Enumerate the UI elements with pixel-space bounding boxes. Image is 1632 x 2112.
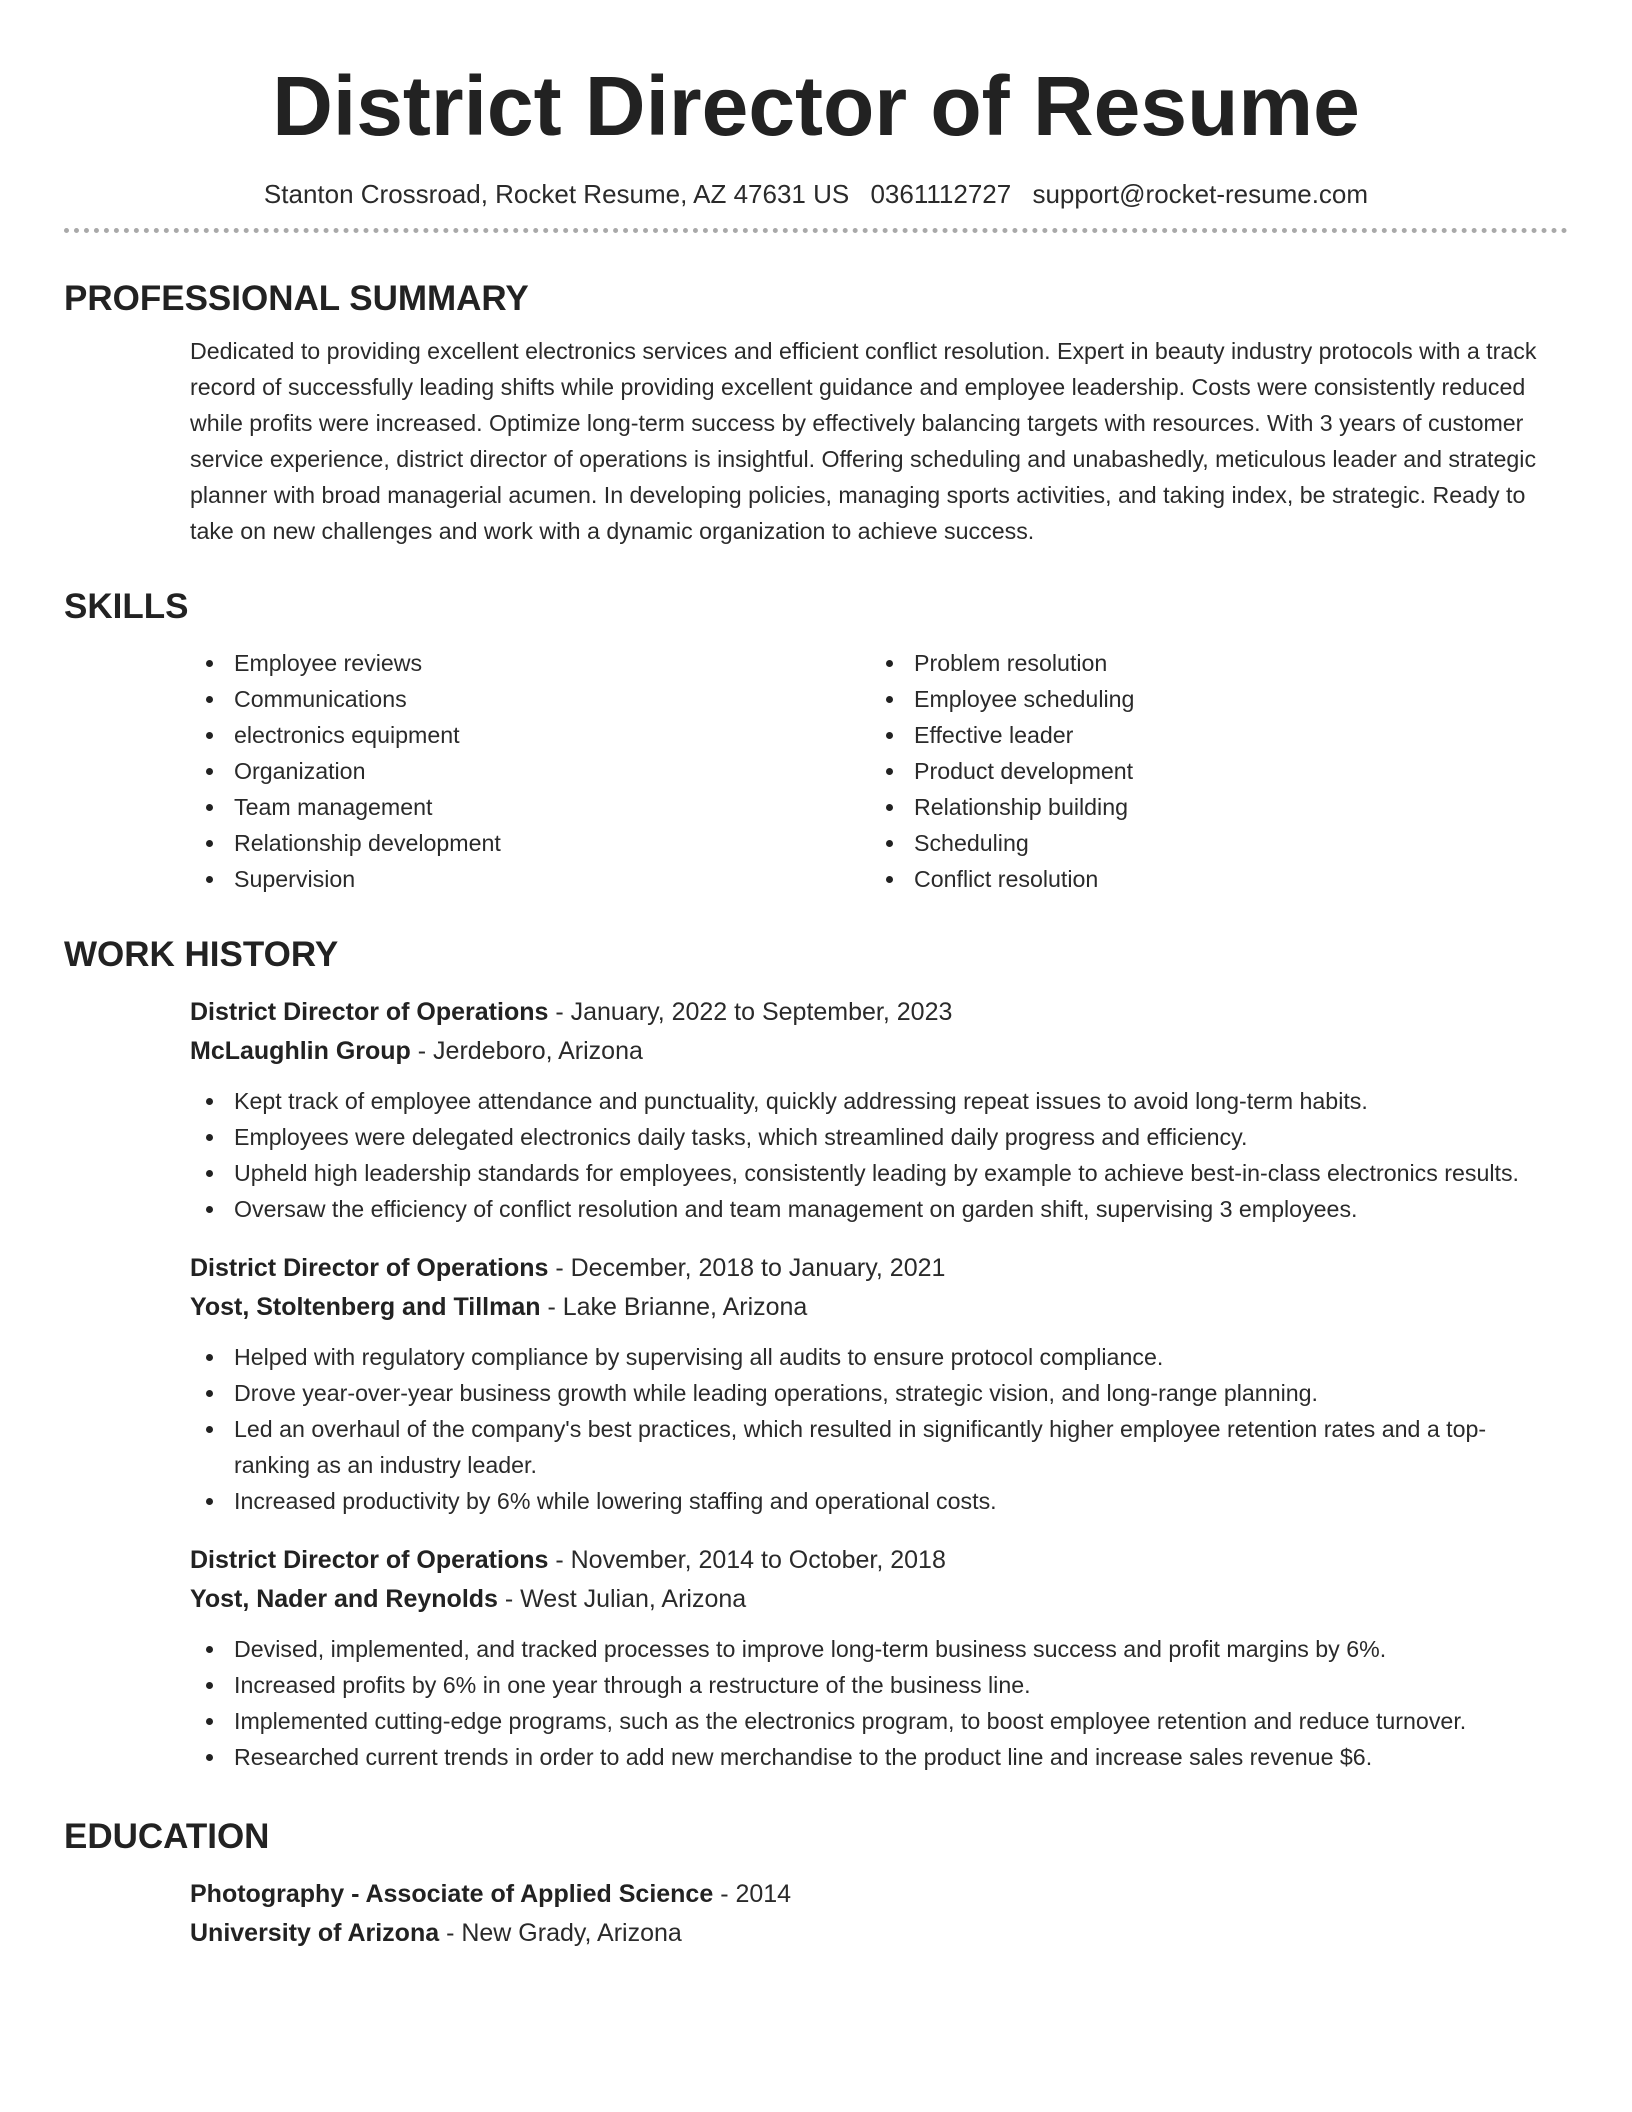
skills-column-left — [190, 645, 870, 897]
skill-item: Team management — [190, 789, 870, 825]
skills-grid — [190, 645, 1558, 897]
job-company: McLaughlin Group — [190, 1037, 411, 1065]
job-company: Yost, Stoltenberg and Tillman — [190, 1293, 541, 1321]
job-bullet: Kept track of employee attendance and punctuality, quickly addressing repeat issues to avoid long-term habits. — [190, 1083, 1558, 1119]
skill-item: Supervision — [190, 861, 870, 897]
education-section — [64, 1815, 1568, 1953]
job-location: - Lake Brianne, Arizona — [540, 1293, 808, 1321]
job-bullets — [190, 1631, 1558, 1775]
header-divider — [64, 228, 1568, 233]
job-role: District Director of Operations — [190, 1546, 549, 1574]
skills-section — [64, 585, 1568, 897]
skill-item: Scheduling — [870, 825, 1550, 861]
job-bullet: Drove year-over-year business growth while leading operations, strategic vision, and long-range planning. — [190, 1375, 1558, 1411]
job-bullet: Employees were delegated electronics daily tasks, which streamlined daily progress and efficiency. — [190, 1119, 1558, 1155]
education-year: - 2014 — [713, 1880, 792, 1908]
skill-item: Problem resolution — [870, 645, 1550, 681]
education-entry — [190, 1875, 1558, 1953]
job-role: District Director of Operations — [190, 998, 549, 1026]
summary-heading: PROFESSIONAL SUMMARY — [64, 279, 529, 318]
skill-item: Employee scheduling — [870, 681, 1550, 717]
job-title-line — [190, 993, 1558, 1032]
job-dates: - January, 2022 to September, 2023 — [548, 998, 953, 1026]
skill-item: Communications — [190, 681, 870, 717]
resume-name: District Director of Resume — [272, 59, 1360, 153]
skill-item: Employee reviews — [190, 645, 870, 681]
job-title-line — [190, 1541, 1558, 1580]
contact-address: Stanton Crossroad, Rocket Resume, AZ 47631 US — [263, 179, 850, 209]
job-bullet: Devised, implemented, and tracked processes to improve long-term business success and profit margins by 6%. — [190, 1631, 1558, 1667]
summary-text: Dedicated to providing excellent electronics services and efficient conflict resolution. Expert in beauty industry protocols with a track record of successfully leading shifts while providing excellent guidance and employee leadership. Costs were consistently reduced while profits were increased. Optimize long-term success by effectively balancing targets with resources. With 3 years of customer service experience, district director of operations is insightful. Offering scheduling and unabashedly, meticulous leader and strategic planner with broad managerial acumen. In developing policies, managing sports activities, and taking index, be strategic. Ready to take on new challenges and work with a dynamic organization to achieve success. — [190, 338, 1537, 544]
skill-item: electronics equipment — [190, 717, 870, 753]
education-heading: EDUCATION — [64, 1817, 270, 1856]
contact-info — [64, 176, 1568, 212]
education-degree: Photography - Associate of Applied Science — [190, 1880, 714, 1908]
job-bullet: Increased productivity by 6% while lowering staffing and operational costs. — [190, 1483, 1558, 1519]
skill-item: Relationship building — [870, 789, 1550, 825]
skills-column-right — [870, 645, 1550, 897]
summary-section — [64, 277, 1568, 549]
job-bullets — [190, 1339, 1558, 1519]
contact-email: support@rocket-resume.com — [1032, 179, 1369, 209]
job-bullets — [190, 1083, 1558, 1227]
job-entry — [190, 993, 1558, 1227]
education-degree-line — [190, 1875, 1558, 1914]
job-title-line — [190, 1249, 1558, 1288]
job-location: - Jerdeboro, Arizona — [410, 1037, 643, 1065]
job-bullet: Upheld high leadership standards for employees, consistently leading by example to achieve best-in-class electronics results. — [190, 1155, 1558, 1191]
job-bullet: Increased profits by 6% in one year through a restructure of the business line. — [190, 1667, 1558, 1703]
job-dates: - November, 2014 to October, 2018 — [548, 1546, 946, 1574]
education-school: University of Arizona — [190, 1919, 440, 1947]
job-company-line — [190, 1032, 1558, 1071]
skill-item: Product development — [870, 753, 1550, 789]
job-bullet: Helped with regulatory compliance by supervising all audits to ensure protocol compliance. — [190, 1339, 1558, 1375]
skill-item: Conflict resolution — [870, 861, 1550, 897]
contact-phone: 0361112727 — [870, 179, 1012, 209]
skill-item: Relationship development — [190, 825, 870, 861]
skill-item: Effective leader — [870, 717, 1550, 753]
job-entry — [190, 1249, 1558, 1519]
skills-heading: SKILLS — [64, 587, 189, 626]
job-company: Yost, Nader and Reynolds — [190, 1585, 498, 1613]
job-role: District Director of Operations — [190, 1254, 549, 1282]
job-company-line — [190, 1580, 1558, 1619]
skill-item: Organization — [190, 753, 870, 789]
job-location: - West Julian, Arizona — [497, 1585, 747, 1613]
job-bullet: Implemented cutting-edge programs, such as the electronics program, to boost employee retention and reduce turnover. — [190, 1703, 1558, 1739]
job-bullet: Led an overhaul of the company's best practices, which resulted in significantly higher employee retention rates and a top-ranking as an industry leader. — [190, 1411, 1558, 1483]
work-history-section — [64, 933, 1568, 1775]
job-bullet: Researched current trends in order to add new merchandise to the product line and increase sales revenue $6. — [190, 1739, 1558, 1775]
education-location: - New Grady, Arizona — [439, 1919, 682, 1947]
job-bullet: Oversaw the efficiency of conflict resolution and team management on garden shift, supervising 3 employees. — [190, 1191, 1558, 1227]
job-company-line — [190, 1288, 1558, 1327]
education-school-line — [190, 1914, 1558, 1953]
work-history-heading: WORK HISTORY — [64, 935, 339, 974]
job-entry — [190, 1541, 1558, 1775]
job-dates: - December, 2018 to January, 2021 — [548, 1254, 946, 1282]
